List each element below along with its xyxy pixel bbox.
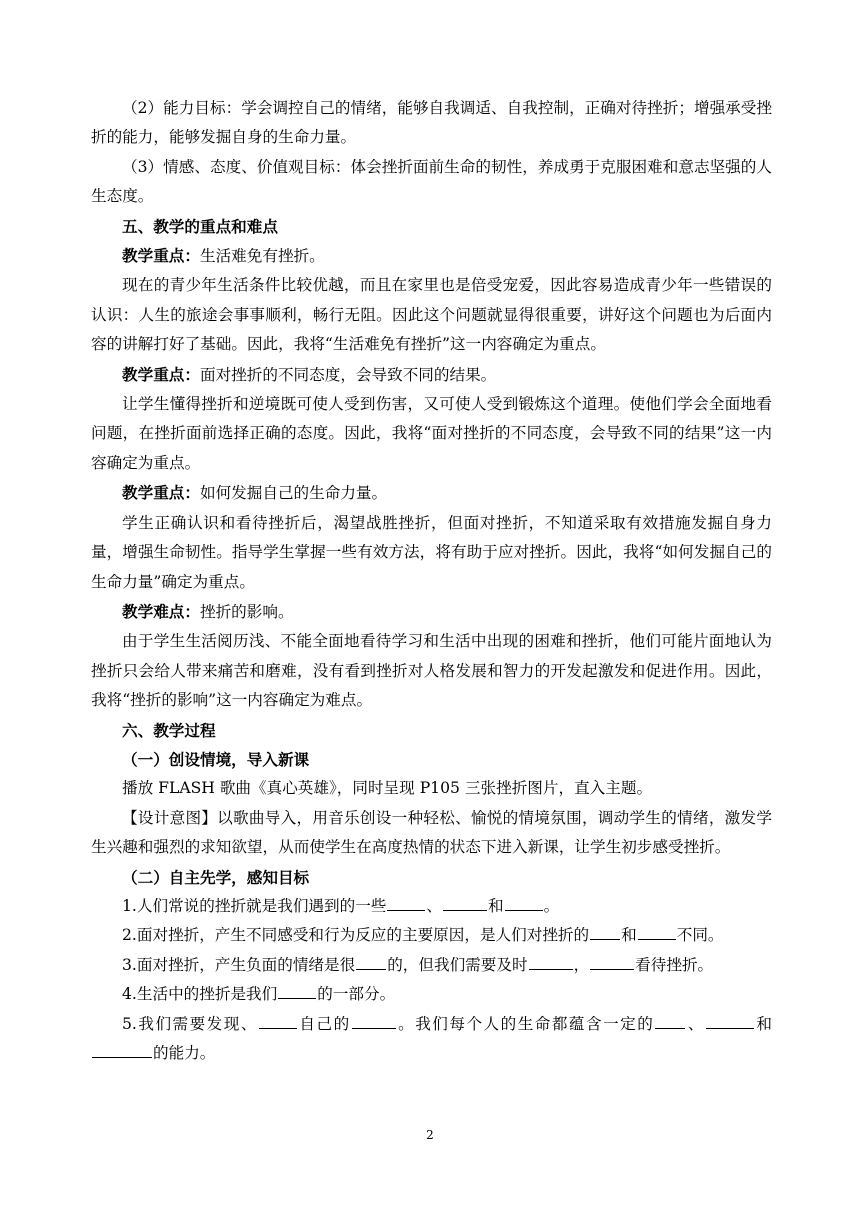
answer-blank — [529, 953, 573, 970]
design-intent — [91, 804, 772, 863]
answer-blank — [443, 894, 487, 911]
key-point-2-body: 让学生懂得挫折和逆境既可使人受到伤害，又可使人受到锻炼这个道理。使他们学会全面地看问题，在挫折面前选择正确的态度。因此，我将“面对挫折的不同态度，会导致不同的结果”这一内容确定为重点。 — [91, 395, 772, 472]
question-2 — [91, 921, 772, 950]
key-point-label: 教学重点： — [122, 246, 200, 266]
answer-blank — [655, 1012, 685, 1029]
question-text: ， — [573, 955, 590, 974]
difficult-point-body: 由于学生生活阅历浅、不能全面地看待学习和生活中出现的困难和挫折，他们可能片面地认为挫折只会给人带来痛苦和磨难，没有看到挫折对人格发展和智力的开发起激发和促进作用。因此，我将“挫折的影响”这一内容确定为难点。 — [91, 632, 772, 710]
page-number: 2 — [426, 1128, 434, 1142]
key-point-1-body: 现在的青少年生活条件比较优越，而且在家里也是倍受宠爱，因此容易造成青少年一些错误的认识：人生的旅途会事事顺利，畅行无阻。因此这个问题就显得很重要，讲好这个问题也为后面内容的讲解打好了基础。因此，我将“生活难免有挫折”这一内容确定为重点。 — [91, 276, 772, 354]
subsection-1-body: 播放 FLASH 歌曲《真心英雄》，同时呈现 P105 三张挫折图片，直入主题。 — [122, 779, 653, 798]
answer-blank — [356, 953, 386, 970]
question-text: 。我们每个人的生命都蕴含一定的 — [396, 1014, 655, 1033]
answer-blank — [259, 1012, 297, 1029]
question-text: 、 — [686, 1014, 705, 1033]
question-text: 和 — [621, 926, 637, 945]
question-text: 1.人们常说的挫折就是我们遇到的一些 — [122, 896, 387, 915]
key-point-label: 教学重点： — [122, 483, 200, 503]
question-text: 3.面对挫折，产生负面的情绪是很 — [122, 955, 356, 974]
question-5 — [91, 1010, 772, 1069]
question-text: 看待挫折。 — [635, 955, 714, 974]
answer-blank — [278, 982, 316, 999]
question-text: 2.面对挫折，产生不同感受和行为反应的主要原因，是人们对挫折的 — [122, 926, 590, 945]
key-point-3 — [91, 478, 772, 508]
answer-blank — [505, 894, 543, 911]
subsection-title-2: （二）自主先学，感知目标 — [122, 867, 310, 887]
design-intent-label: 【设计意图】 — [122, 808, 218, 827]
subsection-title-1: （一）创设情境，导入新课 — [122, 749, 310, 769]
difficult-point — [91, 597, 772, 627]
question-text: 自己的 — [297, 1014, 351, 1033]
key-point-label: 教学重点： — [122, 364, 200, 384]
answer-blank — [638, 923, 676, 940]
question-text: 。 — [543, 896, 560, 915]
key-point-2 — [91, 360, 772, 390]
question-1 — [91, 892, 772, 921]
key-point-3-body: 学生正确认识和看待挫折后，渴望战胜挫折，但面对挫折，不知道采取有效措施发掘自身力量，增强生命韧性。指导学生掌握一些有效方法，将有助于应对挫折。因此，我将“如何发掘自己的生命力量”确定为重点。 — [91, 513, 772, 591]
question-text: 的，但我们需要及时 — [387, 955, 528, 974]
section-heading-six: 六、教学过程 — [122, 720, 216, 740]
key-point-text: 生活难免有挫折。 — [199, 247, 325, 266]
answer-blank — [92, 1041, 152, 1058]
question-3 — [91, 951, 772, 980]
ability-goal-paragraph: （2）能力目标：学会调控自己的情绪，能够自我调适、自我控制，正确对待挫折；增强承受挫折的能力，能够发掘自身的生命力量。 — [91, 99, 772, 147]
answer-blank — [352, 1012, 396, 1029]
question-text: 的一部分。 — [317, 985, 396, 1004]
question-text: 不同。 — [676, 926, 724, 945]
question-text: 和 — [754, 1014, 772, 1033]
answer-blank — [706, 1012, 754, 1029]
difficult-point-text: 挫折的影响。 — [199, 602, 294, 621]
key-point-text: 面对挫折的不同态度，会导致不同的结果。 — [199, 365, 497, 384]
key-point-1 — [91, 241, 772, 271]
question-text: 5.我们需要发现、 — [122, 1014, 258, 1033]
answer-blank — [590, 923, 620, 940]
question-text: 、 — [426, 896, 442, 915]
design-intent-text: 以歌曲导入，用音乐创设一种轻松、愉悦的情境氛围，调动学生的情绪，激发学生兴趣和强烈的求知欲望，从而使学生在高度热情的状态下进入新课，让学生初步感受挫折。 — [91, 808, 772, 857]
question-text: 和 — [488, 896, 504, 915]
key-point-text: 如何发掘自己的生命力量。 — [199, 484, 388, 503]
question-text: 的能力。 — [153, 1044, 216, 1062]
answer-blank — [590, 953, 634, 970]
question-text: 4.生活中的挫折是我们 — [122, 985, 278, 1004]
emotion-goal-paragraph: （3）情感、态度、价值观目标：体会挫折面前生命的韧性，养成勇于克服困难和意志坚强的人生态度。 — [91, 157, 772, 206]
question-4 — [91, 980, 772, 1009]
difficult-point-label: 教学难点： — [122, 601, 200, 621]
section-heading-five: 五、教学的重点和难点 — [122, 216, 278, 236]
answer-blank — [387, 894, 425, 911]
